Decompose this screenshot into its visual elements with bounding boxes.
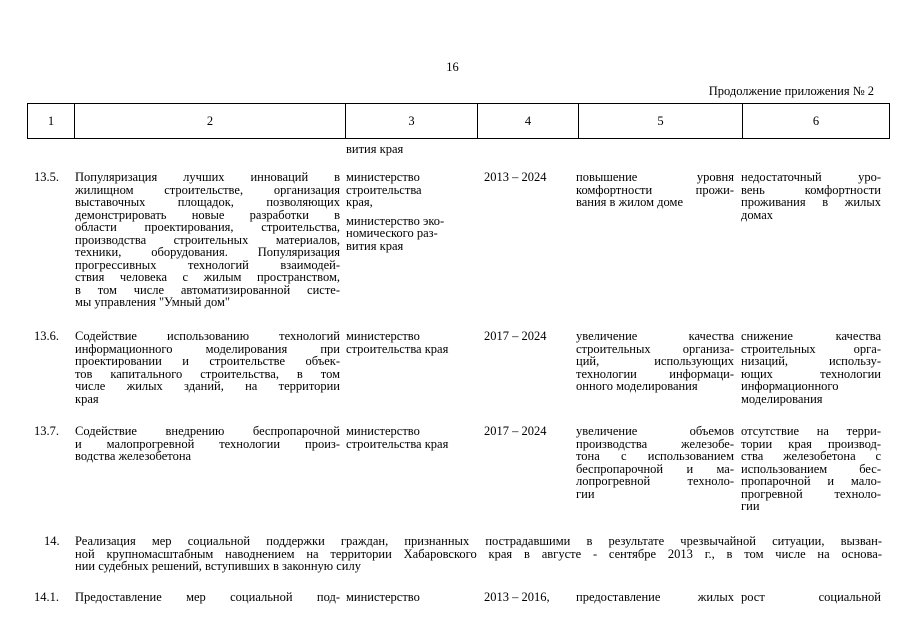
executor-text: министерство [346, 590, 420, 604]
measure-text: Содействие внедрению беспропарочной и малопрогревной технологии произ- водства железобетона [75, 424, 340, 463]
column-header-1: 1 [28, 104, 75, 139]
row-number: 13.7. [34, 424, 59, 438]
column-header-3: 3 [346, 104, 478, 139]
column-header-table [27, 103, 890, 139]
column-header-4: 4 [478, 104, 579, 139]
executor-text: министерство строительства края [346, 329, 449, 356]
measure-text: Предоставление мер социальной под- [75, 590, 340, 604]
carryover-text: вития края [346, 142, 404, 156]
executor-text: министерство строительства края [346, 424, 449, 451]
consequence-text: рост социальной [741, 590, 881, 604]
measure-text: Популяризация лучших инноваций в жилищном строительстве, организация выставочных площадок, позволяющих демонстрировать новые разработки в области проектирования, строительства, производства строительных материалов, техники, оборудования. Популяризация прогрессивных технологий взаимодей- ствия человека с жилым пространством, в том числе автоматизированной систе- мы управления "Умный дом" [75, 170, 340, 309]
continuation-label: Продолжение приложения № 2 [708, 84, 874, 98]
section-number: 14. [44, 534, 60, 548]
measure-text: Содействие использованию технологий информационного моделирования при проектировании и строительстве объек- тов капитального строительства, в том числе жилых зданий, на территории края [75, 329, 340, 406]
column-header-6: 6 [743, 104, 890, 139]
row-number: 14.1. [34, 590, 59, 604]
column-header-2: 2 [75, 104, 346, 139]
period-text: 2013 – 2024 [484, 170, 547, 184]
page-number: 16 [446, 60, 459, 74]
period-text: 2017 – 2024 [484, 329, 547, 343]
consequence-text: недостаточный уро- вень комфортности проживания в жилых домах [741, 170, 881, 222]
period-text: 2017 – 2024 [484, 424, 547, 438]
row-number: 13.6. [34, 329, 59, 343]
executor-text: министерство строительства края, министерство эко- номического раз- вития края [346, 170, 445, 253]
result-text: увеличение качества строительных организа- ций, использующих технологии информаци- онного моделирования [576, 329, 734, 393]
consequence-text: отсутствие на терри- тории края производ- ства железобетона с использованием бес- пропарочной и мало- прогревной техноло- гии [741, 424, 881, 513]
column-header-5: 5 [579, 104, 743, 139]
consequence-text: снижение качества строительных орга- низаций, использу- ющих технологии информационного моделирования [741, 329, 881, 406]
section-text: Реализация мер социальной поддержки граждан, признанных пострадавшими в результате чрезвычайной ситуации, вызван- ной крупномасштабным наводнением на территории Хабаровского края в августе - сентябре 2013 г., в том числе на основа- нии судебных решений, вступивших в законную силу [75, 534, 882, 573]
row-number: 13.5. [34, 170, 59, 184]
result-text: повышение уровня комфортности прожи- вания в жилом доме [576, 170, 734, 209]
period-text: 2013 – 2016, [484, 590, 550, 604]
result-text: увеличение объемов производства железобе- тона с использованием беспропарочной и ма- лопрогревной техноло- гии [576, 424, 734, 501]
result-text: предоставление жилых [576, 590, 734, 604]
